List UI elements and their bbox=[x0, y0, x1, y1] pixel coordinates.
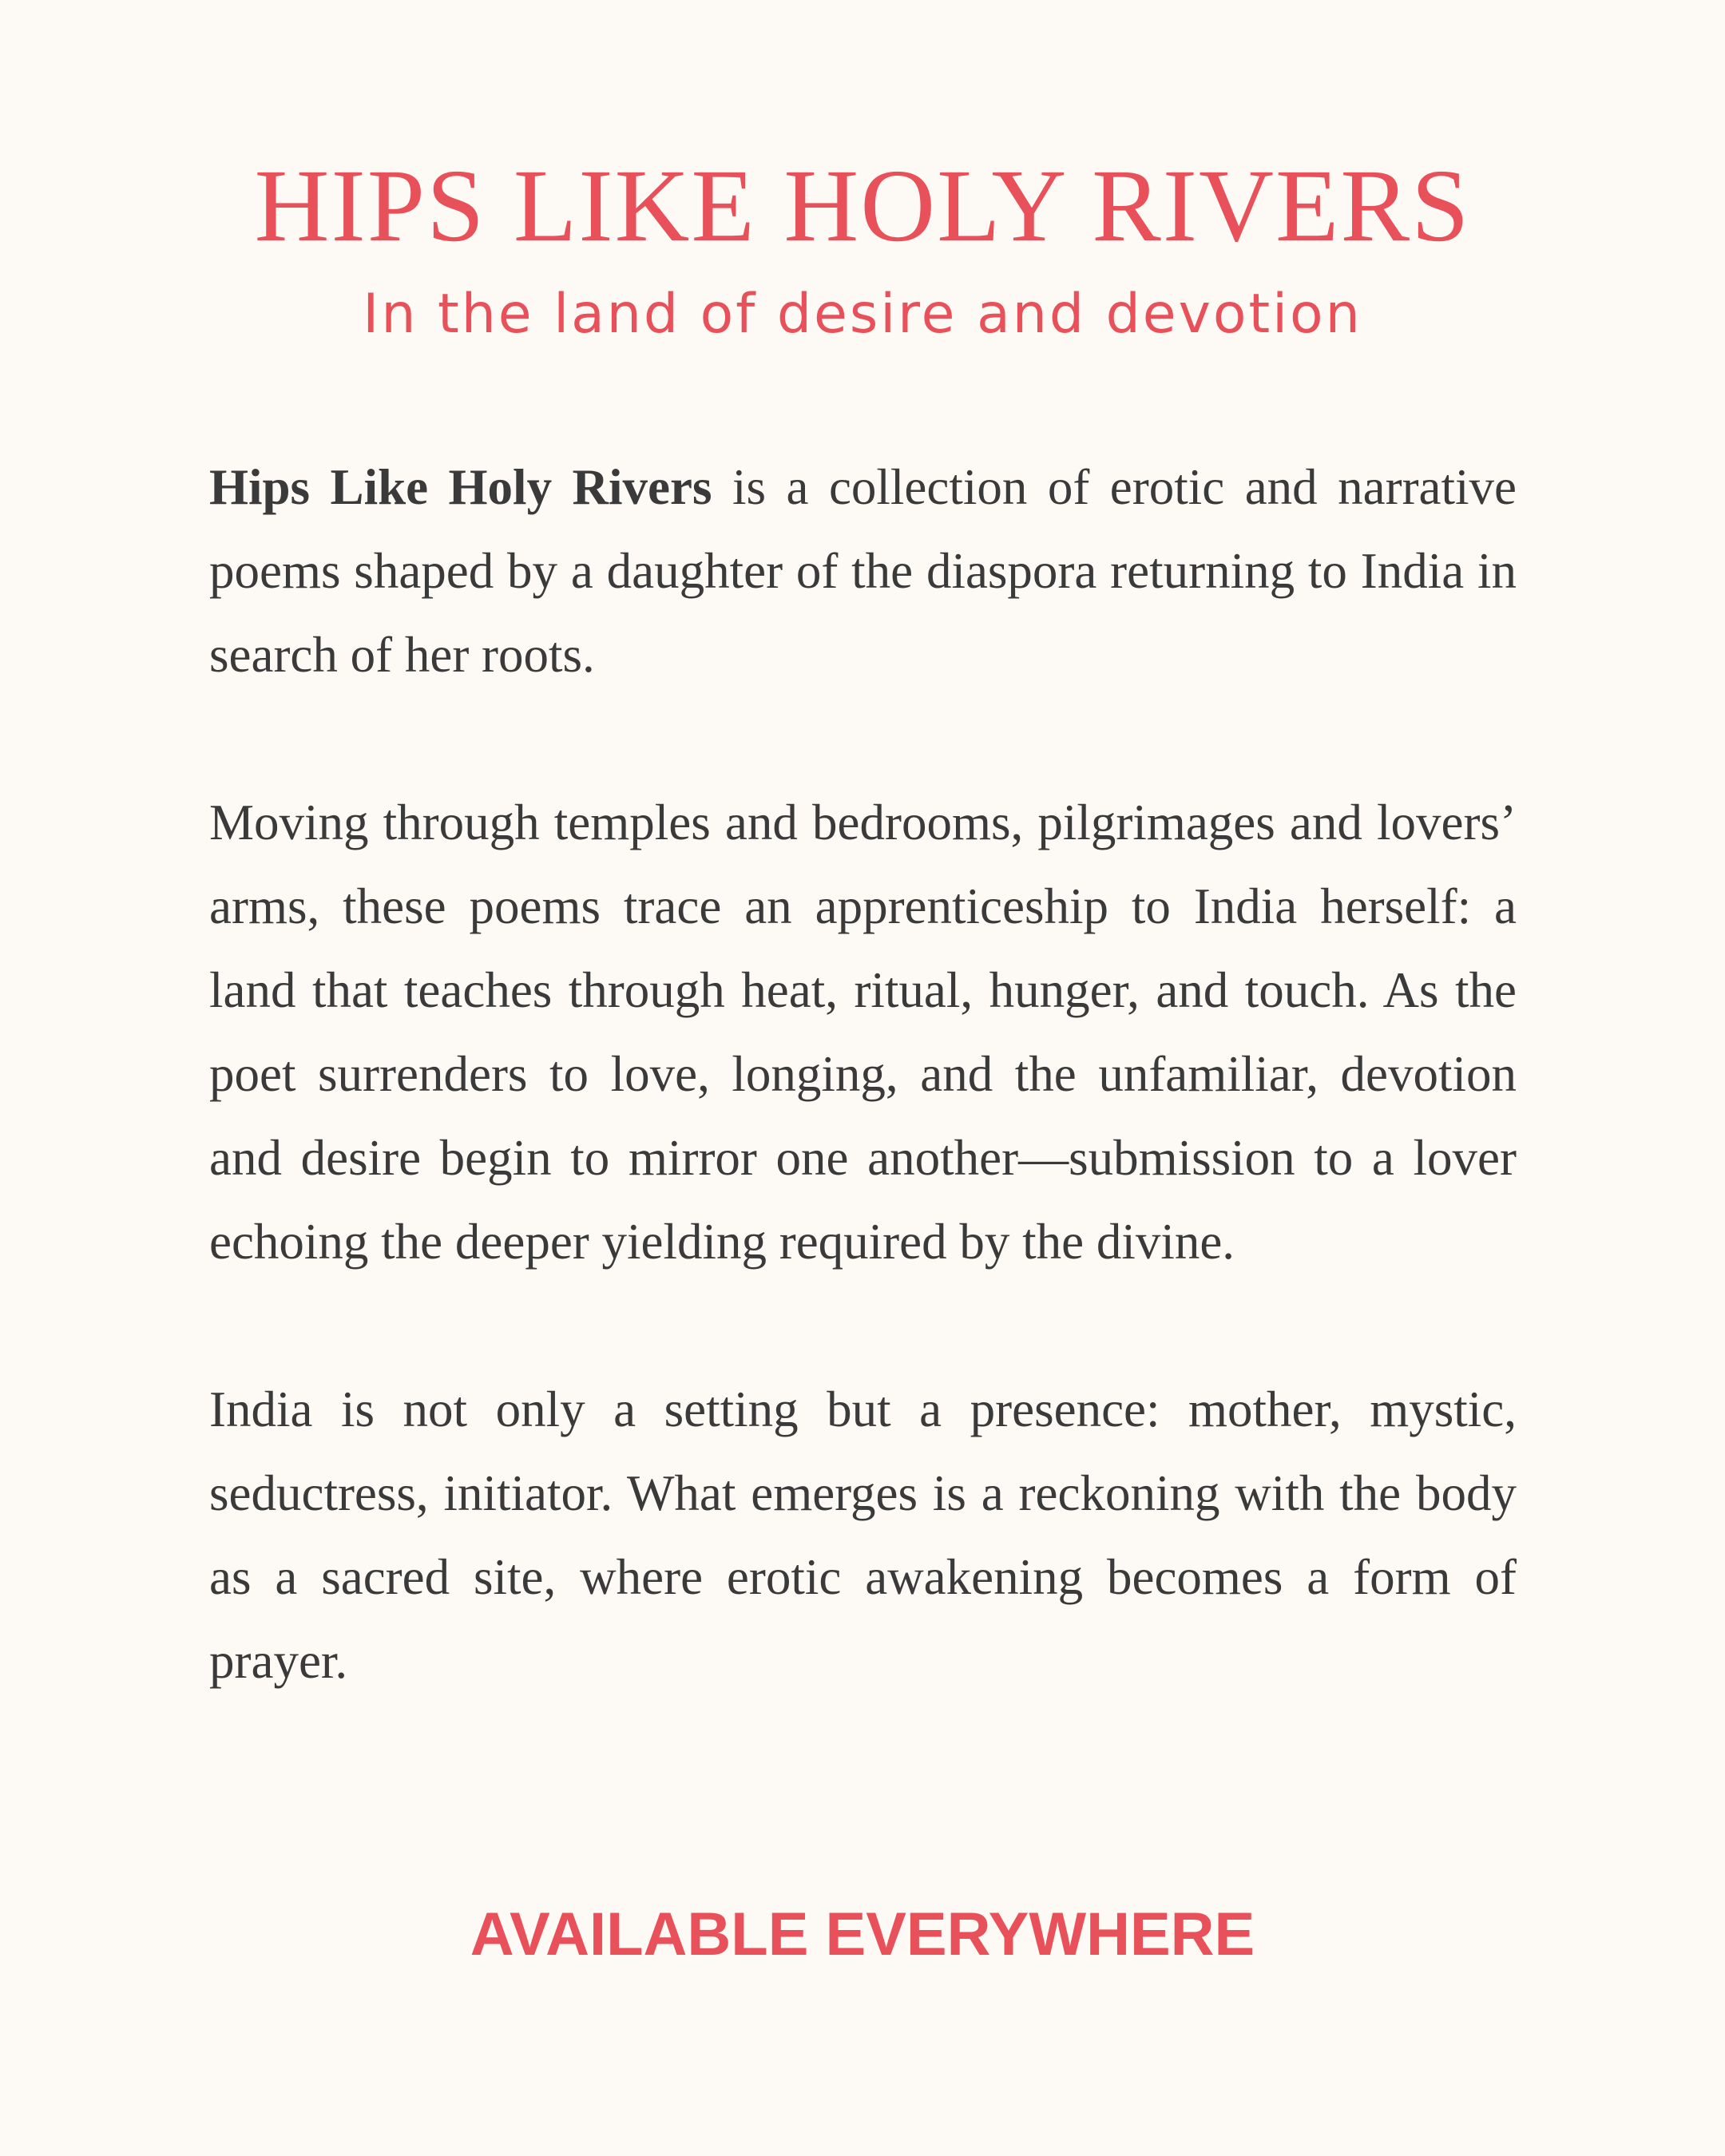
availability-banner: AVAILABLE EVERYWHERE bbox=[470, 1900, 1255, 1968]
description-paragraph-3: India is not only a setting but a presence: mother, mystic, seductress, initiator. What emerges is a reckoning with the body as a sacred site, where erotic awakening becomes a form of prayer. bbox=[209, 1381, 1517, 1689]
book-title: HIPS LIKE HOLY RIVERS bbox=[254, 149, 1471, 264]
book-name-inline: Hips Like Holy Rivers bbox=[209, 459, 712, 515]
description-paragraph-1 bbox=[209, 446, 1517, 697]
description-paragraph-2: Moving through temples and bedrooms, pilgrimages and lovers’ arms, these poems trace an apprenticeship to India herself: a land that teaches through heat, ritual, hunger, and touch. As the poet surrenders to love, longing, and the unfamiliar, devotion and desire begin to mirror one another—submission to a lover echoing the deeper yielding required by the divine. bbox=[209, 795, 1517, 1270]
book-subtitle: In the land of desire and devotion bbox=[363, 283, 1362, 346]
description-paragraph-1-text: is a collection of erotic and narrative poems shaped by a daughter of the diaspora returning to India in search of her roots. bbox=[209, 459, 1517, 683]
book-description bbox=[209, 446, 1517, 1703]
